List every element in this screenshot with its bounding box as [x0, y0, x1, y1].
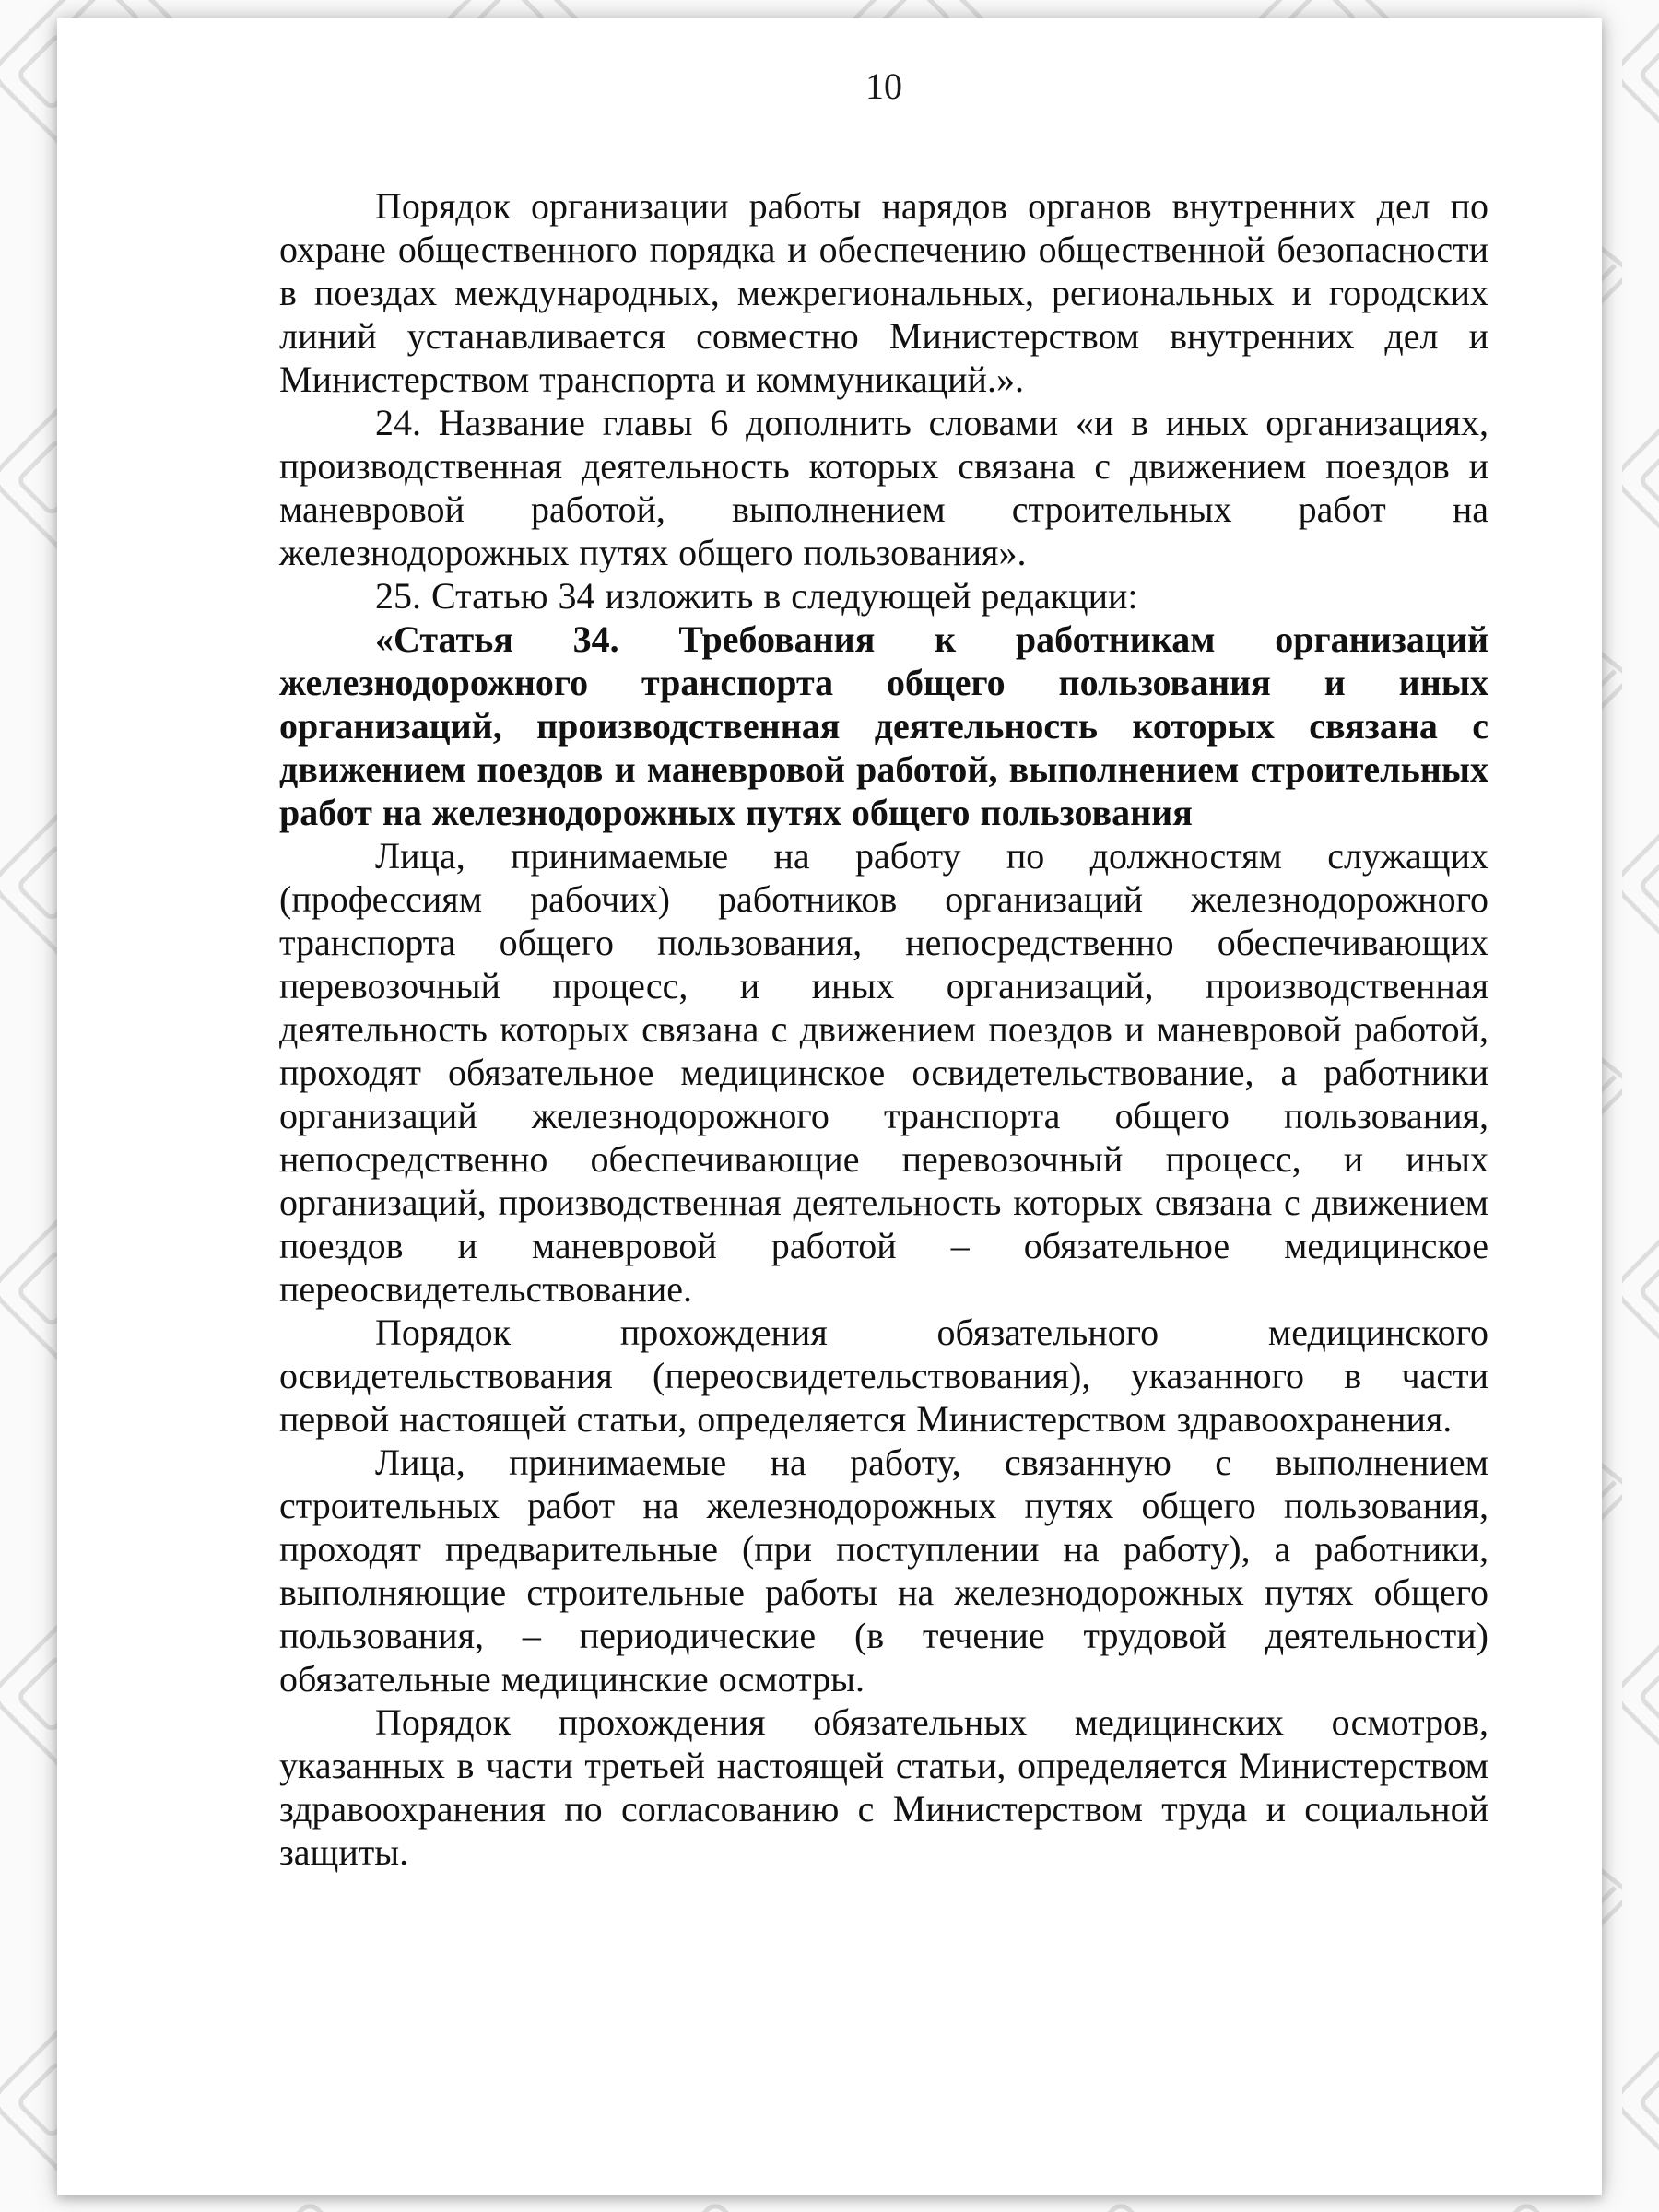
paragraph-5: Лица, принимаемые на работу по должностям служащих (профессиям рабочих) работников организаций железнодорожного транспорта общего пользования, непосредственно обеспечивающих перевозочный процесс, и иных организаций, производственная деятельность которых связана с движением поездов и маневровой работой, проходят обязательное медицинское освидетельствование, а работники организаций железнодорожного транспорта общего пользования, непосредственно обеспечивающие перевозочный процесс, и иных организаций, производственная деятельность которых связана с движением поездов и маневровой работой – обязательное медицинское переосвидетельствование.: [279, 835, 1488, 1310]
paragraph-6: Порядок прохождения обязательного медицинского освидетельствования (переосвидетельствования), указанного в части первой настоящей статьи, определяется Министерством здравоохранения.: [279, 1312, 1488, 1440]
document-page: [57, 18, 1602, 2195]
document-body: [279, 18, 1488, 1874]
paragraph-7: Лица, принимаемые на работу, связанную с выполнением строительных работ на железнодорожных путях общего пользования, проходят предварительные (при поступлении на работу), а работники, выполняющие строительные работы на железнодорожных путях общего пользования, – периодические (в течение трудовой деятельности) обязательные медицинские осмотры.: [279, 1441, 1488, 1700]
paragraph-3: 25. Статью 34 изложить в следующей редакции:: [375, 575, 1138, 617]
paragraph-1: Порядок организации работы нарядов органов внутренних дел по охране общественного порядка и обеспечению общественной безопасности в поездах международных, межрегиональных, региональных и городских линий устанавливается совместно Министерством внутренних дел и Министерством транспорта и коммуникаций.».: [279, 185, 1488, 400]
paragraph-2: 24. Название главы 6 дополнить словами «и в иных организациях, производственная деятельность которых связана с движением поездов и маневровой работой, выполнением строительных работ на железнодорожных путях общего пользования».: [279, 402, 1488, 573]
paragraph-4-article-heading: «Статья 34. Требования к работникам организаций железнодорожного транспорта общего пользования и иных организаций, производственная деятельность которых связана с движением поездов и маневровой работой, выполнением строительных работ на железнодорожных путях общего пользования: [279, 618, 1488, 833]
paragraph-8: Порядок прохождения обязательных медицинских осмотров, указанных в части третьей настоящей статьи, определяется Министерством здравоохранения по согласованию с Министерством труда и социальной защиты.: [279, 1701, 1488, 1873]
page-number: 10: [865, 65, 902, 107]
